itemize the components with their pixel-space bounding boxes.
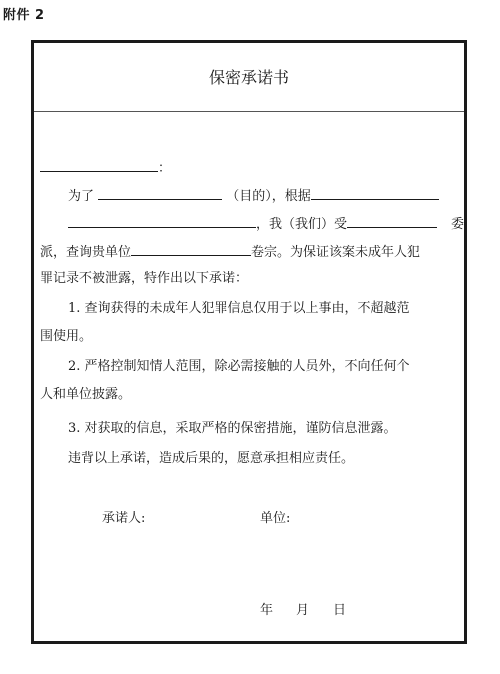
basis-blank[interactable] xyxy=(311,187,439,200)
unit-label: 单位: xyxy=(260,511,291,526)
text-span: （目的），根据 xyxy=(226,189,311,204)
item2-line2: 人和单位披露。 xyxy=(40,387,132,402)
unit-blank[interactable] xyxy=(131,243,251,256)
document-title: 保密承诺书 xyxy=(208,68,289,87)
para1-line2 xyxy=(68,215,464,233)
item2-line1: 2. 严格控制知情人范围，除必需接触的人员外，不向任何个 xyxy=(68,359,410,374)
text-span: ，我（我们）受 xyxy=(256,217,348,232)
promisor-label: 承诺人: xyxy=(102,511,146,526)
title-divider xyxy=(34,111,464,112)
closing-statement: 违背以上承诺，造成后果的，愿意承担相应责任。 xyxy=(68,451,355,466)
item1-line1: 1. 查询获得的未成年人犯罪信息仅用于以上事由，不超越范 xyxy=(68,301,410,316)
delegator-blank[interactable] xyxy=(347,215,437,228)
para1-line1 xyxy=(68,187,439,205)
text-span: 卷宗。为保证该案未成年人犯 xyxy=(251,245,421,260)
para1-line3 xyxy=(40,243,420,261)
item1-line2: 围使用。 xyxy=(40,329,93,344)
requester-blank[interactable] xyxy=(68,215,256,228)
date-month: 月 xyxy=(296,603,310,618)
text-span: 派，查询贵单位 xyxy=(40,245,132,260)
addressee-blank[interactable] xyxy=(40,159,158,172)
attachment-label: 附件 2 xyxy=(3,8,45,23)
document-frame xyxy=(31,40,467,644)
date-day: 日 xyxy=(333,603,347,618)
item3-line1: 3. 对获取的信息，采取严格的保密措施，谨防信息泄露。 xyxy=(68,421,397,436)
date-year: 年 xyxy=(260,603,274,618)
addressee-line xyxy=(40,159,171,177)
addressee-colon: ： xyxy=(158,161,172,176)
text-span: 为了 xyxy=(68,189,95,204)
text-span: 委 xyxy=(451,217,465,232)
para1-line4: 罪记录不被泄露，特作出以下承诺： xyxy=(40,271,249,286)
purpose-blank[interactable] xyxy=(98,187,222,200)
